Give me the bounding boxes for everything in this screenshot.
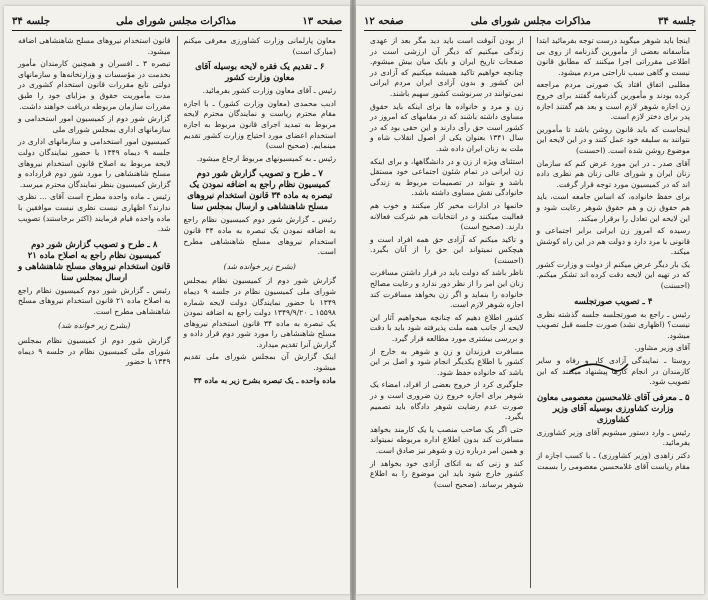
right-page — [356, 6, 704, 594]
paragraph: از بودن آنوقت است باید دید مگر بعد از عهدی زندگی میکنیم که دیگر آن ارزشی است در صفحات تاریخ ایران و بایک میان بیش میشوم. چنانچه خواهیم تاکید همیشه میکنیم که آزادی در این کشور و بدون آزادی ایران مردم ایرانی نمی‌توانند در سرنوشت کشور سهیم باشند. — [370, 36, 524, 98]
paragraph: رئیس ـ گزارش شور دوم کمیسیون نظام راجع به اضافه نمودن یک تبصره به ماده ۳۴ قانون استخدام نیروهای مسلح شاهنشاهی مطرح است. — [183, 215, 336, 257]
paragraph: ادیب محمدی (معاون وزارت کشور) ـ با اجازه مقام محترم ریاست و نمایندگان محترم لایحه مربوط به تمدید اجرای قانون مربوط به اجازه استخدام اعضای مورد احتیاج وزارت کشور تقدیم مینمایم. (صحیح است) — [183, 98, 336, 151]
page-number-label: صفحه ۱۳ — [302, 15, 342, 27]
paragraph: زن و مرد و خانواده ها برای اینکه باید حقوق مساوی داشته باشند که در مقامهای که امروز در کشور است حق رأی دارند و این حقی بود که در سال ۱۳۴۱ بعنوان یکی از اصول انقلاب شاه و ملت به زنان ایران داده شد. — [370, 101, 524, 153]
paragraph: گزارش شور دوم از کمیسیون امور استخدامی و سازمانهای اداری بمجلس شورای ملی — [18, 114, 171, 134]
paragraph: آقای وزیر مشاور. — [634, 343, 690, 353]
paragraph: گزارش شور دوم از کمیسیون نظام بمجلس شورای ملی کمیسیون نظام در جلسه ۹ دیماه ۱۳۴۹ با حضور نمایندگان دولت لایحه شماره ۱۵۵۹۸ ـ ۱۳۴۹/۹/۲۰ دولت راجع به اضافه نمودن یک تبصره به ماده ۳۴ قانون استخدام نیروهای مسلح شاهنشاهی را مورد شور دوم قرار داده و گزارش آنرا تقدیم میدارد. — [183, 276, 337, 349]
left-page — [4, 6, 350, 594]
right-page-header — [364, 12, 696, 31]
section-heading: ۴ ـ تصویب صورتجلسه — [574, 295, 653, 306]
text-column — [531, 36, 697, 588]
page-number-label: صفحه ۱۲ — [364, 15, 404, 27]
paragraph: جلوگیری کرد از خروج بعضی از افراد، امضاء یک شوهر برای اجازه خروج زن ضروری است و در صورت عدم رضایت شوهر دادگاه باید تصمیم بگیرد. — [370, 380, 524, 422]
handwritten-ink-mark — [568, 358, 630, 378]
paragraph: و تاکید میکنم که آزادی حق همه افراد است و هیچکس نمیتواند این حق را از آنان بگیرد. (احسنت) — [370, 234, 524, 265]
paragraph: کند و زنی که به اتکای آزادی خود بخواهد از کشور خارج شود باید این موضوع را به اطلاع شوهر برساند. (صحیح است) — [370, 458, 524, 489]
paragraph: دکتر زاهدی (وزیر کشاورزی) ـ با کسب اجازه از مقام ریاست آقای غلامحسین معصومی را بسمت — [536, 451, 690, 471]
paragraph: کمیسیون امور استخدامی و سازمانهای اداری در جلسه ۹ دیماه ۱۳۴۹ با حضور نمایندگان دولت لایحه مربوط به اصلاح قانون استخدام نیروهای مسلح شاهنشاهی را مورد شور دوم قرارداده و گزارش کمیسیون بنظر نمایندگان محترم میرسد. — [18, 137, 171, 189]
session-label: جلسه ۳۴ — [657, 15, 696, 27]
paragraph: رئیس ـ گزارش شور دوم کمیسیون نظام راجع به اصلاح ماده ۲۱ قانون استخدام نیروهای مسلح شاهنشاهی مطرح است. — [18, 285, 171, 316]
text-column — [178, 36, 343, 588]
paragraph: خانمها در ادارات مخیر کار میکنند و خوب هم فعالیت میکنند و در انتخابات هم شرکت فعالانه دارند. (صحیح است) — [370, 200, 524, 232]
journal-title: مذاکرات مجلس شورای ملی — [470, 15, 591, 27]
paragraph: معاون پارلمانی وزارت کشاورزی معرفی میکنم (مبارک است) — [183, 36, 336, 56]
section-heading: ۸ ـ طرح و تصویب گزارش شور دوم کمیسیون نظام راجع به اصلاح ماده ۲۱ قانون استخدام نیروهای مسلح شاهنشاهی و ارسال بمجلس سنا — [18, 238, 171, 282]
paragraph: رسیده که امروز زن ایرانی برابر اجتماعی و قانونی با مرد دارد و دولت هم در این راه کوشش میکند. — [536, 226, 690, 257]
left-page-columns — [12, 36, 342, 588]
journal-title: مذاکرات مجلس شورای ملی — [116, 15, 237, 27]
text-column — [12, 36, 178, 588]
paragraph: قانون استخدام نیروهای مسلح شاهنشاهی اضافه میشود. — [18, 36, 171, 56]
paragraph: تبصره ۳ ـ افسران و همچنین کارمندان مأمور بخدمت در مؤسسات و وزارتخانه‌ها و سازمانهای دولتی تابع مقررات قانون استخدام کشوری در مدت مأموریت حقوق و مزایای خود را طبق مقررات سازمان مربوطه دریافت خواهند داشت. — [18, 59, 171, 111]
paragraph: گزارش شور دوم از کمیسیون نظام بمجلس شورای ملی کمیسیون نظام در جلسه ۹ دیماه ۱۳۴۹ با حضور — [18, 336, 171, 367]
paragraph: رئیس ـ ماده واحده مطرح است آقای ... نظری ندارند؟ اظهاری نیست نظری نیست موافقین با ماده واحده قیام فرمایند (اکثر برخاستند) تصویب شد. — [18, 192, 171, 234]
session-label: جلسه ۳۴ — [12, 15, 51, 27]
paragraph: اینجا باید شوهر میگوید درست توجه بفرمائید ابتدا متأسفانه بعضی از مأمورین گذرنامه از روی بی اطلاعی مقرراتی اجرا میکنند که مطابق قانون نیست و گاهی سبب ناراحتی مردم میشود. — [536, 36, 690, 77]
section-heading: ۷ ـ طرح و تصویب گزارش شور دوم کمیسیون نظام راجع به اضافه نمودن یک تبصره به ماده ۳۴ قانون استخدام نیروهای مسلح شاهنشاهی و ارسال بمجلس سنا — [187, 168, 333, 212]
reading-note: (بشرح زیر خوانده شد) — [223, 261, 296, 271]
paragraph: ناظر باشد که دولت باید در قرار داشتن مسافرت زنان این امر را از نظر دور ندارد و رعایت مصالح خانواده را بنماید و اگر زن بخواهد مسافرت کند اجازه شوهر لازم است. — [370, 268, 524, 310]
section-heading: ۵ ـ معرفی آقای غلامحسین معصومی معاون وزارت کشاورزی بوسیله آقای وزیر کشاورزی — [536, 391, 690, 424]
paragraph: یک بار دیگر عرض میکنم از دولت و وزارت کشور که در تهیه این لایحه دقت کرده اند تشکر میکنم. (احسنت) — [536, 259, 690, 291]
paragraph: مطلبی اتفاق افتاد یک صورتی مردم مراجعه کرده بودند و مأمورین گذرنامه گفتند برای خروج زن اجازه شوهر لازم است و بعد هم گفتند اجازه پدر برای دختر لازم است. — [536, 80, 690, 122]
paragraph: آقای صدر ـ در این مورد عرض کنم که سازمان زنان ایران و شورای عالی زنان هم نظری داده اند که در کمیسیون مورد توجه قرار گرفت. — [536, 158, 690, 189]
reading-note: (بشرح زیر خوانده شد) — [58, 321, 131, 331]
paragraph: مسافرت فرزندان و زن و شوهر به خارج از کشور با اطلاع یکدیگر انجام شود و اصل بر این باشد که خانواده حفظ شود. — [370, 346, 524, 377]
paragraph: استثنای ویژه از زن و در دانشگاهها، و برای اینکه زن ایرانی در تمام شئون اجتماعی خود مستقل باشد و بتواند در تصمیمات مربوط به زندگی خانوادگی نقش مساوی داشته باشد. — [370, 156, 524, 198]
left-page-header — [12, 12, 342, 31]
paragraph: روستا ـ نمایندگی آزادی کار و رفاه و سایر کارمندان در انجام کارها پیشنهاد میکنند که این تصویب شود. — [536, 356, 690, 387]
paragraph: رئیس ـ راجع به صورتجلسه جلسه گذشته نظری نیست؟ (اظهاری نشد) صورت جلسه قبل تصویب میشود. — [536, 309, 690, 340]
paragraph: ماده واحده ـ یک تبصره بشرح زیر به ماده ۳۴ — [193, 375, 336, 385]
paragraph: برای حفظ خانواده، که اساس جامعه است، باید هم حقوق زن و هم حقوق شوهر رعایت شود و این لایحه این تعادل را برقرار میکند. — [536, 192, 690, 223]
paragraph: رئیس ـ به کمیسیونهای مربوط ارجاع میشود. — [196, 153, 336, 163]
paragraph: کشور اطلاع دهیم که چنانچه میخواهیم آثار این لایحه از جانب همه ملت پذیرفته شود باید با دقت و بررسی بیشتری مورد مطالعه قرار گیرد. — [370, 312, 524, 344]
paragraph: رئیس ـ آقای معاون وزارت کشور بفرمائید. — [202, 86, 336, 96]
paragraph: اینک گزارش آن بمجلس شورای ملی تقدیم میشود. — [183, 352, 336, 373]
text-column — [364, 36, 531, 588]
section-heading: ۶ ـ تقدیم یک فقره لایحه بوسیله آقای معاون وزارت کشور — [195, 61, 325, 83]
paragraph: اینجاست که باید قانون روشن باشد تا مأمورین نتوانند به سلیقه خود عمل کنند و در این لایحه این موضوع روشن شده است. (احسنت) — [536, 124, 690, 155]
paragraph: حتی اگر یک صاحب منصب یا یک کارمند بخواهد مسافرت کند بدون اطلاع اداره مربوطه نمیتواند و همین امر درباره زن و شوهر نیز صادق است. — [370, 424, 524, 455]
right-page-columns — [364, 36, 696, 588]
paragraph: رئیس ـ وارد دستور میشویم آقای وزیر کشاورزی بفرمائید. — [536, 427, 690, 448]
